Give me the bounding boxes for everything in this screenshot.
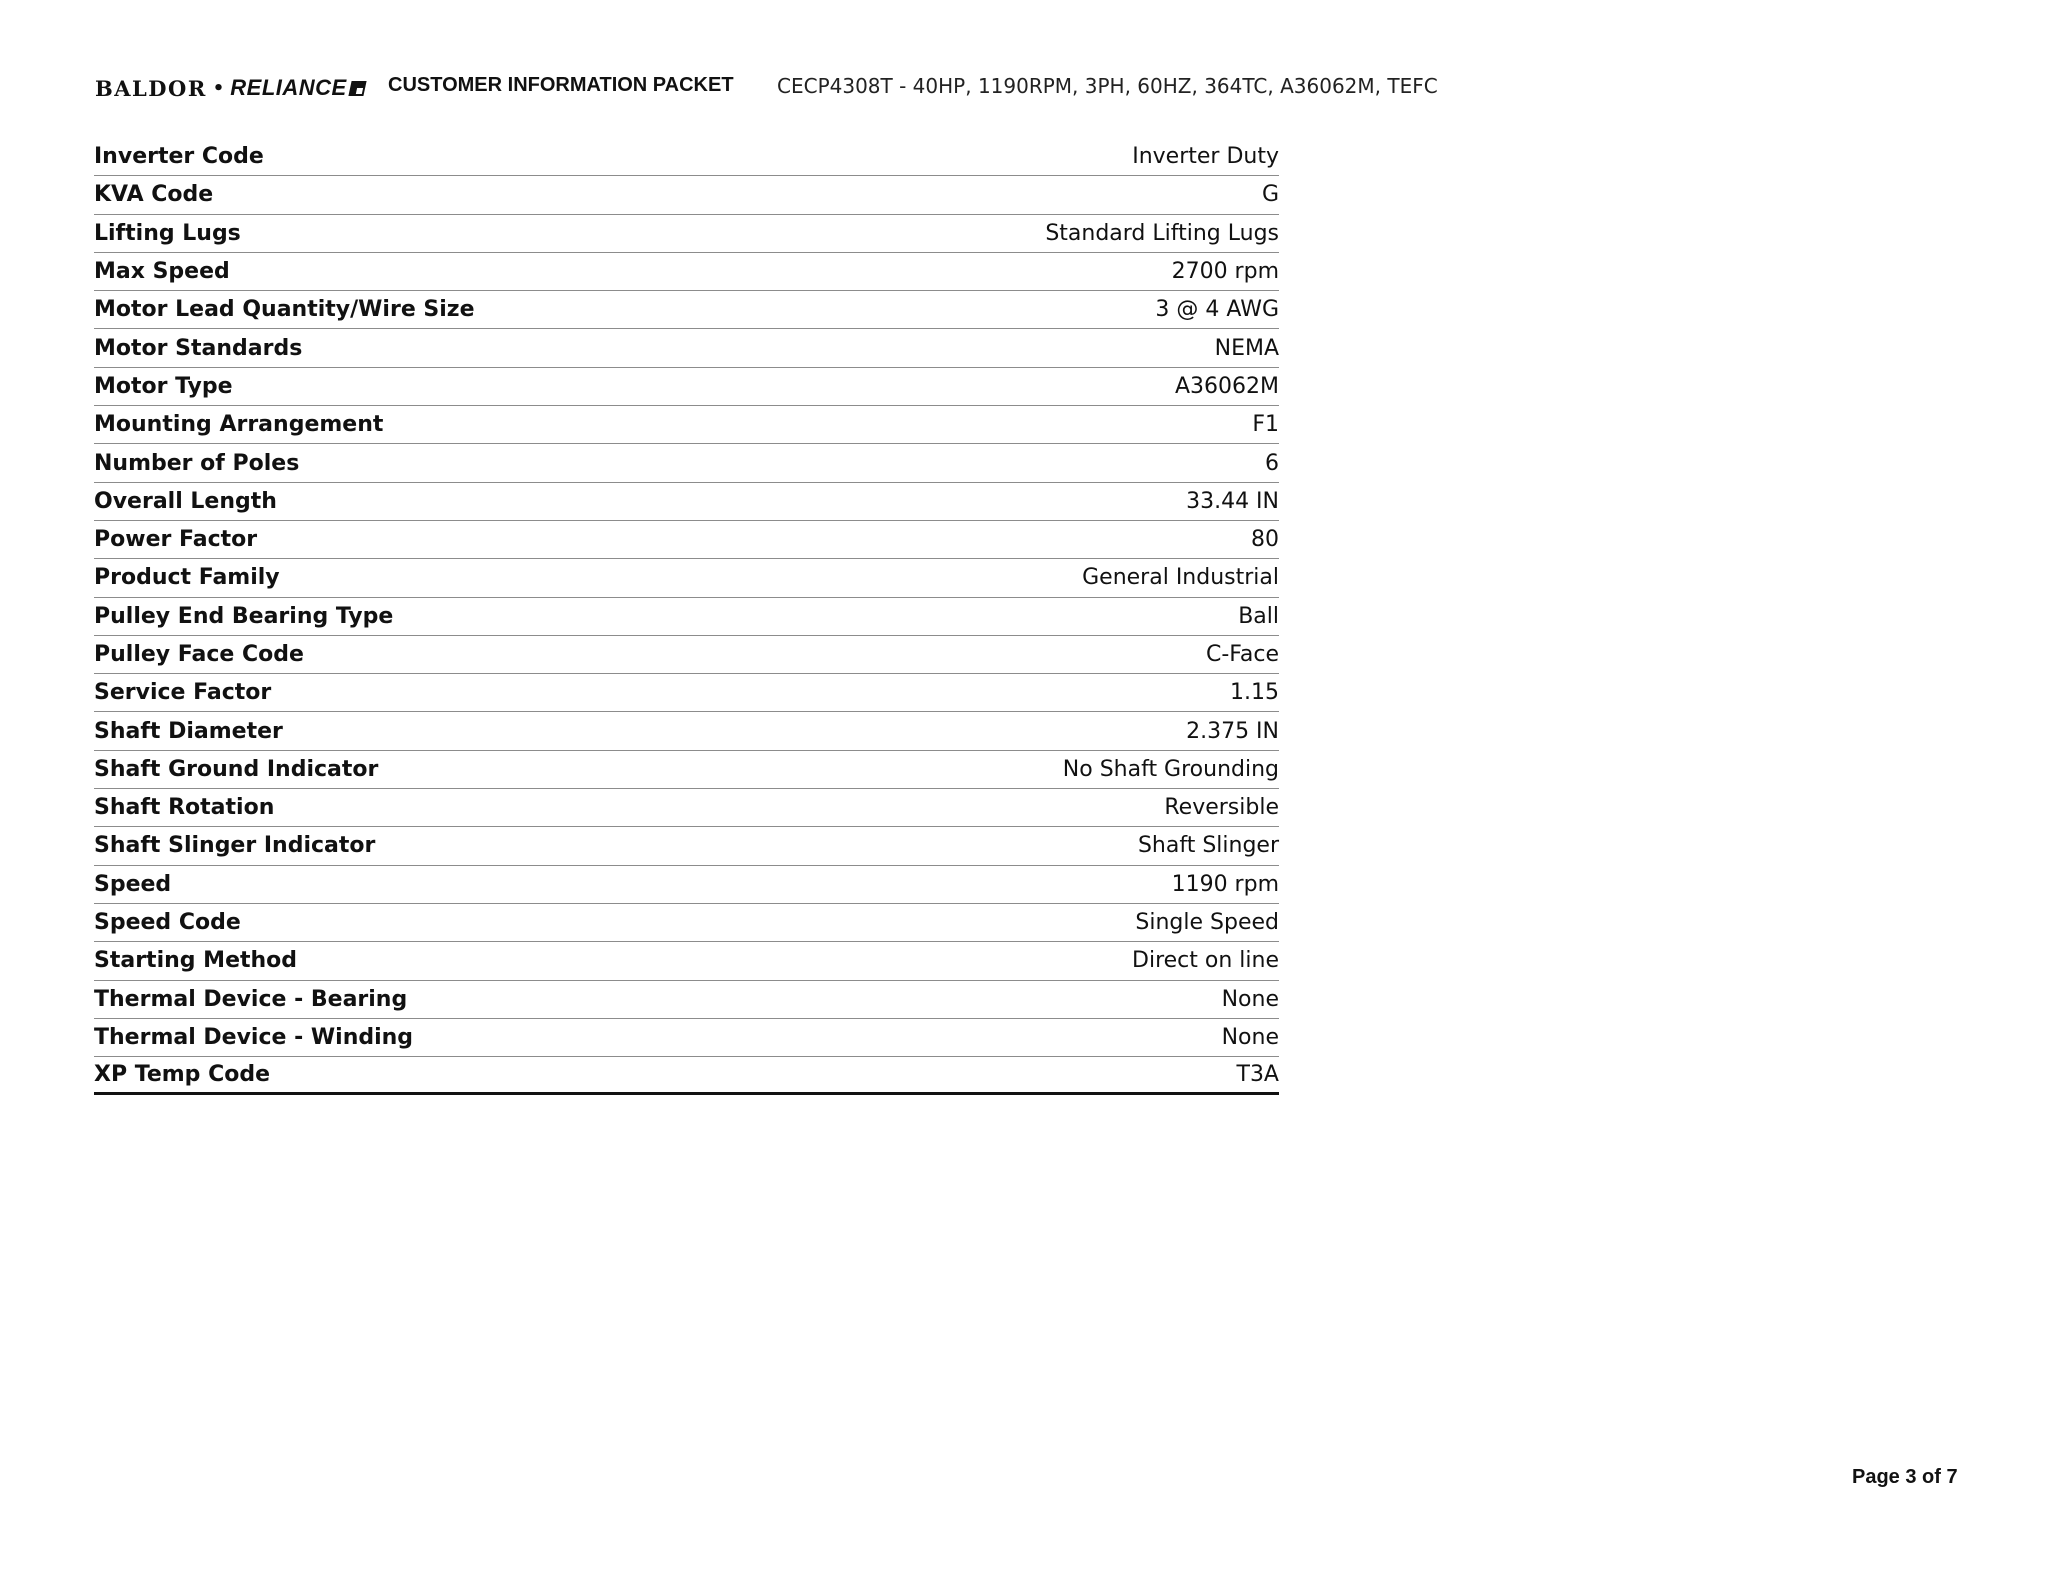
spec-row [94, 942, 1279, 980]
spec-row [94, 406, 1279, 444]
spec-label: Max Speed [94, 259, 230, 285]
spec-row [94, 789, 1279, 827]
spec-row [94, 866, 1279, 904]
spec-row [94, 176, 1279, 214]
spec-row [94, 674, 1279, 712]
spec-label: XP Temp Code [94, 1062, 271, 1088]
spec-row [94, 138, 1279, 176]
spec-value: None [1221, 1024, 1279, 1050]
spec-value: 1.15 [1230, 680, 1279, 706]
spec-label: Shaft Diameter [94, 718, 283, 744]
spec-row [94, 827, 1279, 865]
spec-label: Number of Poles [94, 450, 300, 476]
logo-reliance-text: RELIANCE [230, 75, 347, 100]
spec-value: Direct on line [1132, 948, 1279, 974]
logo-separator: • [212, 77, 225, 99]
page-header [95, 70, 435, 106]
spec-value: 80 [1251, 527, 1279, 553]
spec-value: Single Speed [1135, 910, 1279, 936]
spec-value: T3A [1236, 1062, 1279, 1088]
spec-value: 1190 rpm [1171, 871, 1279, 897]
spec-label: Starting Method [94, 948, 298, 974]
spec-label: KVA Code [94, 182, 214, 208]
spec-row [94, 444, 1279, 482]
spec-value: G [1261, 182, 1279, 208]
spec-value: None [1221, 986, 1279, 1012]
spec-value: Standard Lifting Lugs [1045, 220, 1279, 246]
spec-value: 2.375 IN [1186, 718, 1279, 744]
spec-row [94, 981, 1279, 1019]
spec-label: Pulley Face Code [94, 642, 304, 667]
spec-row [94, 1019, 1279, 1057]
spec-label: Thermal Device - Winding [94, 1024, 414, 1050]
spec-row [94, 904, 1279, 942]
spec-label: Motor Type [94, 373, 233, 399]
spec-value: Inverter Duty [1132, 144, 1279, 170]
spec-value: Shaft Slinger [1137, 833, 1279, 859]
spec-value: 6 [1265, 450, 1279, 476]
spec-value: No Shaft Grounding [1062, 756, 1279, 782]
spec-value: 3 @ 4 AWG [1155, 297, 1279, 323]
spec-label: Shaft Slinger Indicator [94, 833, 376, 859]
spec-label: Lifting Lugs [94, 220, 241, 246]
spec-value: 33.44 IN [1186, 488, 1279, 514]
product-description: CECP4308T - 40HP, 1190RPM, 3PH, 60HZ, 364TC, A36062M, TEFC [777, 74, 1438, 98]
logo-baldor-text: BALDOR [95, 75, 207, 101]
spec-row [94, 559, 1279, 597]
spec-row [94, 712, 1279, 750]
baldor-reliance-logo [95, 75, 435, 101]
spec-label: Inverter Code [94, 144, 264, 170]
spec-label: Mounting Arrangement [94, 412, 384, 438]
spec-row [94, 291, 1279, 329]
spec-value: A36062M [1174, 373, 1279, 399]
document-title: CUSTOMER INFORMATION PACKET [388, 74, 734, 96]
reliance-mark-icon [348, 81, 366, 96]
spec-label: Motor Standards [94, 335, 303, 361]
spec-label: Pulley End Bearing Type [94, 603, 394, 629]
spec-label: Speed [94, 871, 172, 897]
spec-value: NEMA [1214, 335, 1279, 361]
spec-table [94, 138, 1279, 1095]
spec-label: Shaft Rotation [94, 795, 275, 821]
spec-label: Overall Length [94, 488, 277, 514]
spec-value: F1 [1252, 412, 1279, 438]
spec-row [94, 598, 1279, 636]
spec-value: Reversible [1164, 795, 1279, 821]
spec-row [94, 253, 1279, 291]
spec-row [94, 521, 1279, 559]
spec-value: C-Face [1205, 642, 1279, 667]
spec-label: Speed Code [94, 910, 241, 936]
spec-value: Ball [1238, 603, 1279, 629]
page-number: Page 3 of 7 [1852, 1466, 1958, 1488]
spec-row [94, 483, 1279, 521]
spec-label: Thermal Device - Bearing [94, 986, 408, 1012]
spec-label: Service Factor [94, 680, 272, 706]
spec-row [94, 215, 1279, 253]
spec-value: General Industrial [1082, 565, 1279, 591]
spec-row [94, 368, 1279, 406]
spec-value: 2700 rpm [1171, 259, 1279, 285]
spec-label: Motor Lead Quantity/Wire Size [94, 297, 475, 323]
spec-row [94, 329, 1279, 367]
spec-label: Power Factor [94, 527, 258, 553]
spec-row [94, 751, 1279, 789]
spec-row [94, 636, 1279, 674]
spec-label: Product Family [94, 565, 280, 591]
spec-row [94, 1057, 1279, 1095]
spec-label: Shaft Ground Indicator [94, 756, 379, 782]
